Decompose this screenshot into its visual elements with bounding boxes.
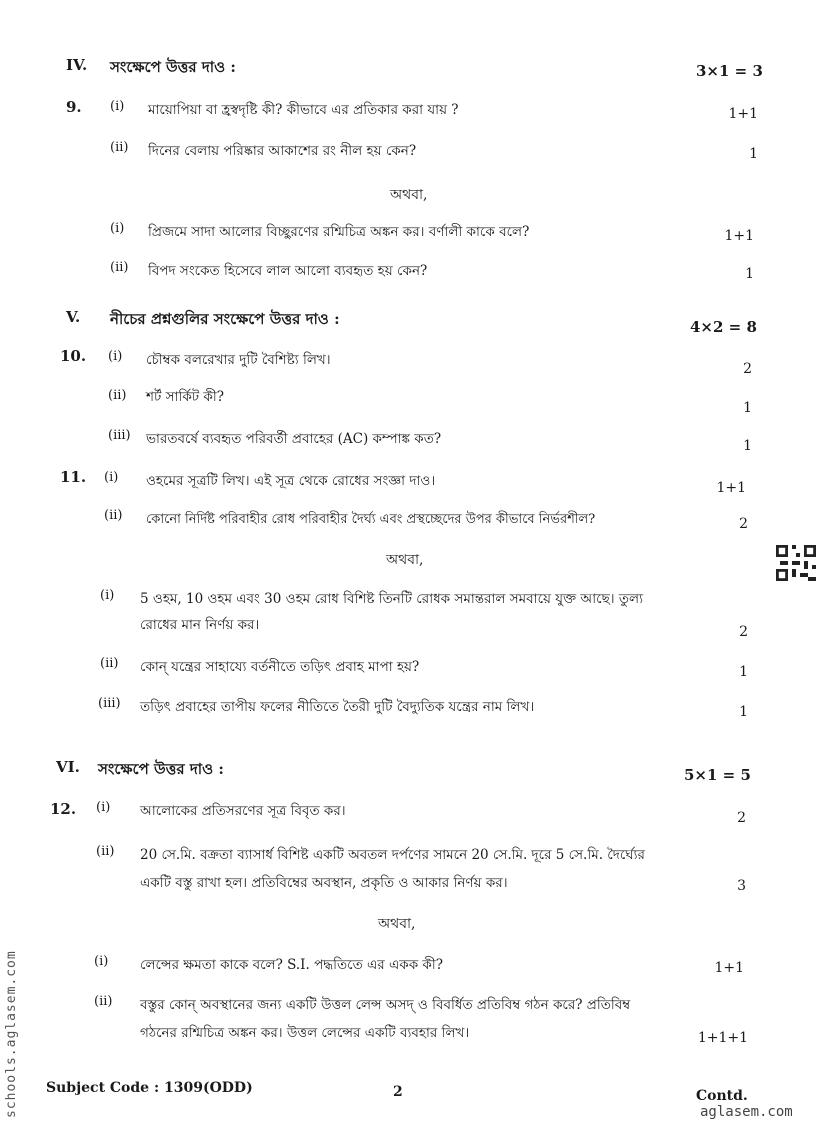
q10-i-text: চৌম্বক বলরেখার দুটি বৈশিষ্ট্য লিখ। bbox=[146, 352, 331, 368]
q11-ii-text: কোনো নির্দিষ্ট পরিবাহীর রোধ পরিবাহীর দৈর্ঘ্য এবং প্রস্থচ্ছেদের উপর কীভাবে নির্ভরশীল? bbox=[146, 512, 596, 527]
q11-alt-i-label: (i) bbox=[100, 588, 115, 603]
section-v-title: নীচের প্রশ্নগুলির সংক্ষেপে উত্তর দাও : bbox=[110, 310, 340, 328]
q12-alt-i-text: লেন্সের ক্ষমতা কাকে বলে? S.I. পদ্ধতিতে এর একক কী? bbox=[140, 957, 443, 973]
q9-ii-text: দিনের বেলায় পরিষ্কার আকাশের রং নীল হয় কেন? bbox=[148, 143, 417, 159]
q9-alt-i-label: (i) bbox=[110, 221, 125, 236]
q11-alt-iii-marks: 1 bbox=[739, 704, 748, 720]
q12-ii-line1: 20 সে.মি. বক্রতা ব্যাসার্ধ বিশিষ্ট একটি অবতল দর্পণের সামনে 20 সে.মি. দূরে 5 সে.মি. দৈর্ঘ্যের bbox=[140, 847, 645, 863]
q11-alt-i-line2: রোধের মান নির্ণয় কর। bbox=[140, 617, 260, 633]
q9-or: অথবা, bbox=[390, 187, 428, 203]
q10-ii-label: (ii) bbox=[108, 388, 127, 403]
q10-iii-text: ভারতবর্ষে ব্যবহৃত পরিবর্তী প্রবাহের (AC) কম্পাঙ্ক কত? bbox=[146, 431, 442, 447]
q12-ii-line2: একটি বস্তু রাখা হল। প্রতিবিম্বের অবস্থান, প্রকৃতি ও আকার নির্ণয় কর। bbox=[140, 875, 508, 891]
section-iv-number: IV. bbox=[66, 56, 88, 74]
q12-alt-i-label: (i) bbox=[94, 954, 109, 969]
section-v-number: V. bbox=[66, 308, 81, 326]
q12-i-label: (i) bbox=[96, 800, 111, 815]
question-12-number: 12. bbox=[50, 800, 77, 818]
q11-i-marks: 1+1 bbox=[716, 480, 746, 496]
q9-alt-ii-marks: 1 bbox=[745, 266, 754, 282]
section-vi-marks: 5×1 = 5 bbox=[684, 766, 751, 784]
q12-or: অথবা, bbox=[378, 916, 416, 932]
q12-alt-ii-line2: গঠনের রশ্মিচিত্র অঙ্কন কর। উত্তল লেন্সের একটি ব্যবহার লিখ। bbox=[140, 1025, 470, 1041]
q12-ii-marks: 3 bbox=[737, 878, 746, 894]
q9-alt-i-text: প্রিজমে সাদা আলোর বিচ্ছুরণের রশ্মিচিত্র অঙ্কন কর। বর্ণালী কাকে বলে? bbox=[148, 224, 530, 240]
q12-i-marks: 2 bbox=[737, 810, 746, 826]
q9-ii-label: (ii) bbox=[110, 140, 129, 155]
q12-alt-i-marks: 1+1 bbox=[714, 960, 744, 976]
section-iv-title: সংক্ষেপে উত্তর দাও : bbox=[110, 58, 236, 76]
q10-i-marks: 2 bbox=[743, 361, 752, 377]
q9-alt-i-marks: 1+1 bbox=[724, 228, 754, 244]
q12-i-text: আলোকের প্রতিসরণের সূত্র বিবৃত কর। bbox=[140, 803, 346, 819]
q11-alt-iii-text: তড়িৎ প্রবাহের তাপীয় ফলের নীতিতে তৈরী দুটি বৈদ্যুতিক যন্ত্রের নাম লিখ। bbox=[140, 699, 535, 715]
q11-or: অথবা, bbox=[386, 552, 424, 568]
q11-ii-marks: 2 bbox=[739, 516, 748, 532]
page-number: 2 bbox=[393, 1084, 403, 1100]
q12-alt-ii-label: (ii) bbox=[94, 994, 113, 1009]
q10-ii-marks: 1 bbox=[743, 400, 752, 416]
section-vi-title: সংক্ষেপে উত্তর দাও : bbox=[98, 760, 224, 778]
q9-alt-ii-text: বিপদ সংকেত হিসেবে লাল আলো ব্যবহৃত হয় কেন? bbox=[148, 263, 428, 279]
watermark-bottom: aglasem.com bbox=[700, 1104, 793, 1120]
section-iv-marks: 3×1 = 3 bbox=[696, 62, 763, 80]
q11-i-label: (i) bbox=[104, 470, 119, 485]
q11-alt-iii-label: (iii) bbox=[98, 696, 121, 711]
question-9-number: 9. bbox=[66, 98, 82, 116]
q10-ii-text: শর্ট সার্কিট কী? bbox=[146, 389, 224, 405]
q11-alt-i-line1: 5 ওহম, 10 ওহম এবং 30 ওহম রোধ বিশিষ্ট তিনটি রোধক সমান্তরাল সমবায়ে যুক্ত আছে। তুল্য bbox=[140, 591, 644, 607]
q12-ii-label: (ii) bbox=[96, 844, 115, 859]
q9-i-label: (i) bbox=[110, 99, 125, 114]
q9-alt-ii-label: (ii) bbox=[110, 260, 129, 275]
subject-code: Subject Code : 1309(ODD) bbox=[46, 1080, 253, 1096]
question-10-number: 10. bbox=[60, 347, 87, 365]
q12-alt-ii-marks: 1+1+1 bbox=[697, 1030, 748, 1046]
qr-code-icon bbox=[776, 545, 816, 581]
q11-alt-ii-text: কোন্ যন্ত্রের সাহায্যে বর্তনীতে তড়িৎ প্রবাহ মাপা হয়? bbox=[140, 659, 420, 675]
q10-iii-label: (iii) bbox=[108, 428, 131, 443]
section-vi-number: VI. bbox=[56, 758, 80, 776]
q11-alt-ii-marks: 1 bbox=[739, 664, 748, 680]
q9-i-marks: 1+1 bbox=[728, 106, 758, 122]
contd-label: Contd. bbox=[696, 1088, 748, 1104]
watermark-side: schools.aglasem.com bbox=[4, 950, 19, 1118]
q9-ii-marks: 1 bbox=[749, 146, 758, 162]
q12-alt-ii-line1: বস্তুর কোন্ অবস্থানের জন্য একটি উত্তল লেন্স অসদ্ ও বিবর্ধিত প্রতিবিম্ব গঠন করে? প্রতিবিম্ব bbox=[140, 997, 631, 1013]
q10-iii-marks: 1 bbox=[743, 438, 752, 454]
q11-i-text: ওহমের সূত্রটি লিখ। এই সূত্র থেকে রোধের সংজ্ঞা দাও। bbox=[146, 473, 436, 489]
section-v-marks: 4×2 = 8 bbox=[690, 318, 757, 336]
q10-i-label: (i) bbox=[108, 349, 123, 364]
q11-ii-label: (ii) bbox=[104, 508, 123, 523]
question-11-number: 11. bbox=[60, 468, 87, 486]
q9-i-text: মায়োপিয়া বা হ্রস্বদৃষ্টি কী? কীভাবে এর প্রতিকার করা যায় ? bbox=[148, 102, 459, 118]
q11-alt-ii-label: (ii) bbox=[100, 656, 119, 671]
q11-alt-i-marks: 2 bbox=[739, 624, 748, 640]
